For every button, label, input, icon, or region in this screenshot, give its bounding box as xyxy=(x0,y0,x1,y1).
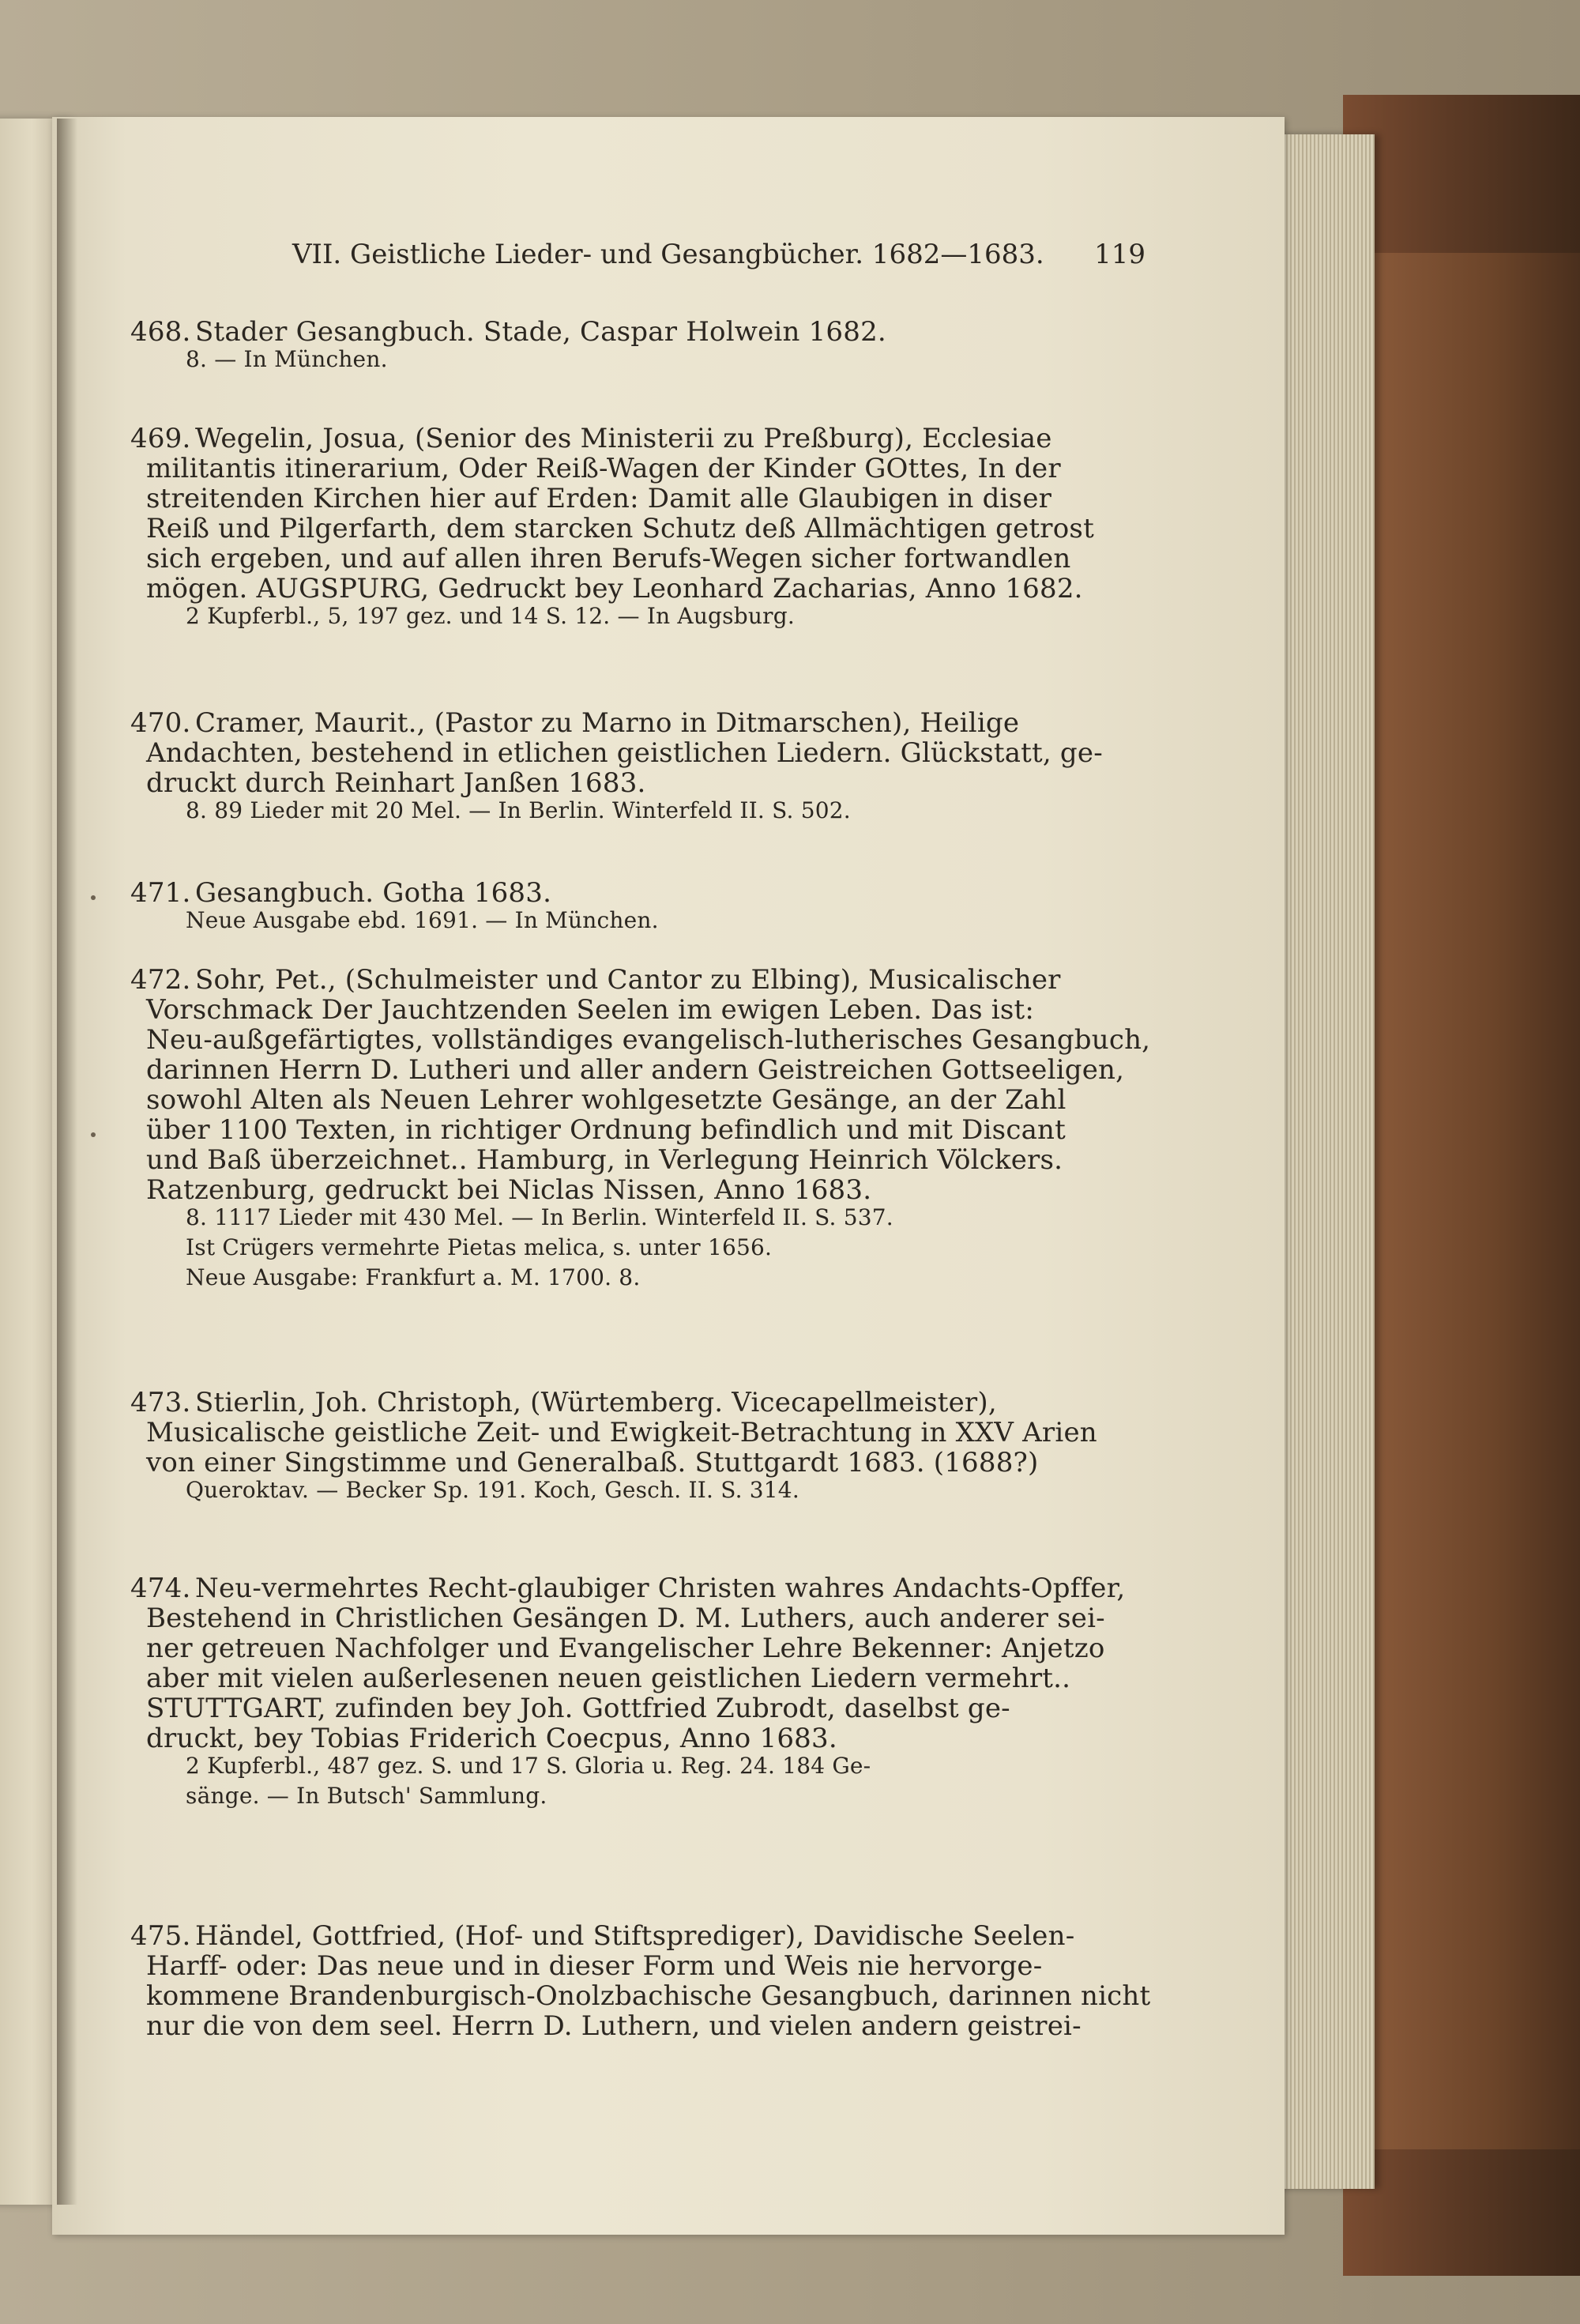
entry-note-line: 2 Kupferbl., 5, 197 gez. und 14 S. 12. — In Augsburg. xyxy=(186,603,795,629)
entry-text-line: Händel, Gottfried, (Hof- und Stiftsprediger), Davidische Seelen- xyxy=(195,1920,1075,1952)
entry-number: 473. xyxy=(130,1387,191,1418)
entry-text-line: druckt durch Reinhart Janßen 1683. xyxy=(146,767,646,799)
margin-mark xyxy=(91,1132,96,1137)
entry-note-line: Ist Crügers vermehrte Pietas melica, s. unter 1656. xyxy=(186,1234,773,1260)
entry-note-line: sänge. — In Butsch' Sammlung. xyxy=(186,1783,547,1809)
entry-text-line: Reiß und Pilgerfarth, dem starcken Schutz deß Allmächtigen getrost xyxy=(146,513,1094,544)
entry-text-line: über 1100 Texten, in richtiger Ordnung befindlich und mit Discant xyxy=(146,1114,1066,1146)
entry-text-line: Sohr, Pet., (Schulmeister und Cantor zu Elbing), Musicalischer xyxy=(195,964,1061,996)
entry-text-line: kommene Brandenburgisch-Onolzbachische Gesangbuch, darinnen nicht xyxy=(146,1980,1151,2012)
entry-text-line: Andachten, bestehend in etlichen geistlichen Liedern. Glückstatt, ge- xyxy=(146,737,1103,769)
entry-text-line: militantis itinerarium, Oder Reiß-Wagen der Kinder GOttes, In der xyxy=(146,453,1061,484)
margin-mark xyxy=(91,895,96,900)
entry-number: 471. xyxy=(130,877,191,909)
entry-text-line: Stader Gesangbuch. Stade, Caspar Holwein 1682. xyxy=(195,316,886,348)
entry-text-line: STUTTGART, zufinden bey Joh. Gottfried Zubrodt, daselbst ge- xyxy=(146,1693,1010,1724)
entry-text-line: Gesangbuch. Gotha 1683. xyxy=(195,877,552,909)
entry-text-line: Vorschmack Der Jauchtzenden Seelen im ewigen Leben. Das ist: xyxy=(146,994,1035,1026)
entry-note-line: Queroktav. — Becker Sp. 191. Koch, Gesch. II. S. 314. xyxy=(186,1477,799,1503)
entry-text-line: ner getreuen Nachfolger und Evangelischer Lehre Bekenner: Anjetzo xyxy=(146,1633,1105,1664)
entry-text-line: Neu-außgefärtigtes, vollständiges evangelisch-lutherisches Gesangbuch, xyxy=(146,1024,1151,1056)
entry-text-line: sich ergeben, und auf allen ihren Berufs-Wegen sicher fortwandlen xyxy=(146,543,1071,574)
entry-text-line: Neu-vermehrtes Recht-glaubiger Christen wahres Andachts-Opffer, xyxy=(195,1573,1126,1604)
entry-text-line: Harff- oder: Das neue und in dieser Form und Weis nie hervorge- xyxy=(146,1950,1043,1982)
entry-note-line: 2 Kupferbl., 487 gez. S. und 17 S. Gloria u. Reg. 24. 184 Ge- xyxy=(186,1753,871,1779)
entry-note-line: 8. 1117 Lieder mit 430 Mel. — In Berlin. Winterfeld II. S. 537. xyxy=(186,1204,893,1230)
entry-text-line: streitenden Kirchen hier auf Erden: Damit alle Glaubigen in diser xyxy=(146,483,1052,514)
entry-text-line: aber mit vielen außerlesenen neuen geistlichen Liedern vermehrt.. xyxy=(146,1663,1071,1694)
entry-text-line: Stierlin, Joh. Christoph, (Würtemberg. Vicecapellmeister), xyxy=(195,1387,997,1418)
running-header xyxy=(292,239,1146,277)
entry-text-line: Cramer, Maurit., (Pastor zu Marno in Ditmarschen), Heilige xyxy=(195,707,1020,739)
entry-text-line: Musicalische geistliche Zeit- und Ewigkeit-Betrachtung in XXV Arien xyxy=(146,1417,1097,1448)
entry-text-line: Wegelin, Josua, (Senior des Ministerii zu Preßburg), Ecclesiae xyxy=(195,423,1052,454)
entry-number: 472. xyxy=(130,964,191,996)
entry-text-line: mögen. AUGSPURG, Gedruckt bey Leonhard Zacharias, Anno 1682. xyxy=(146,573,1083,605)
book-cover-edge xyxy=(1367,253,1580,2149)
entry-number: 474. xyxy=(130,1573,191,1604)
spine-shadow xyxy=(57,119,77,2205)
entry-text-line: von einer Singstimme und Generalbaß. Stuttgardt 1683. (1688?) xyxy=(146,1447,1039,1478)
entry-text-line: nur die von dem seel. Herrn D. Luthern, und vielen andern geistrei- xyxy=(146,2010,1082,2042)
entry-text-line: druckt, bey Tobias Friderich Coecpus, Anno 1683. xyxy=(146,1723,837,1754)
entry-note-line: Neue Ausgabe ebd. 1691. — In München. xyxy=(186,907,659,933)
entry-text-line: sowohl Alten als Neuen Lehrer wohlgesetzte Gesänge, an der Zahl xyxy=(146,1084,1066,1116)
entry-note-line: 8. — In München. xyxy=(186,346,388,372)
entry-list xyxy=(130,316,1173,2134)
entry-number: 469. xyxy=(130,423,191,454)
entry-text-line: darinnen Herrn D. Lutheri und aller andern Geistreichen Gottseeligen, xyxy=(146,1054,1125,1086)
entry-number: 470. xyxy=(130,707,191,739)
entry-text-line: Ratzenburg, gedruckt bei Niclas Nissen, Anno 1683. xyxy=(146,1174,872,1206)
entry-text-line: Bestehend in Christlichen Gesängen D. M. Luthers, auch anderer sei- xyxy=(146,1603,1105,1634)
entry-text-line: und Baß überzeichnet.. Hamburg, in Verlegung Heinrich Völckers. xyxy=(146,1144,1063,1176)
page-number: 119 xyxy=(1094,239,1146,270)
entry-note-line: 8. 89 Lieder mit 20 Mel. — In Berlin. Winterfeld II. S. 502. xyxy=(186,797,851,823)
entry-number: 468. xyxy=(130,316,191,348)
header-title: VII. Geistliche Lieder- und Gesangbücher. 1682—1683. xyxy=(292,239,1044,270)
entry-number: 475. xyxy=(130,1920,191,1952)
entry-note-line: Neue Ausgabe: Frankfurt a. M. 1700. 8. xyxy=(186,1264,641,1290)
